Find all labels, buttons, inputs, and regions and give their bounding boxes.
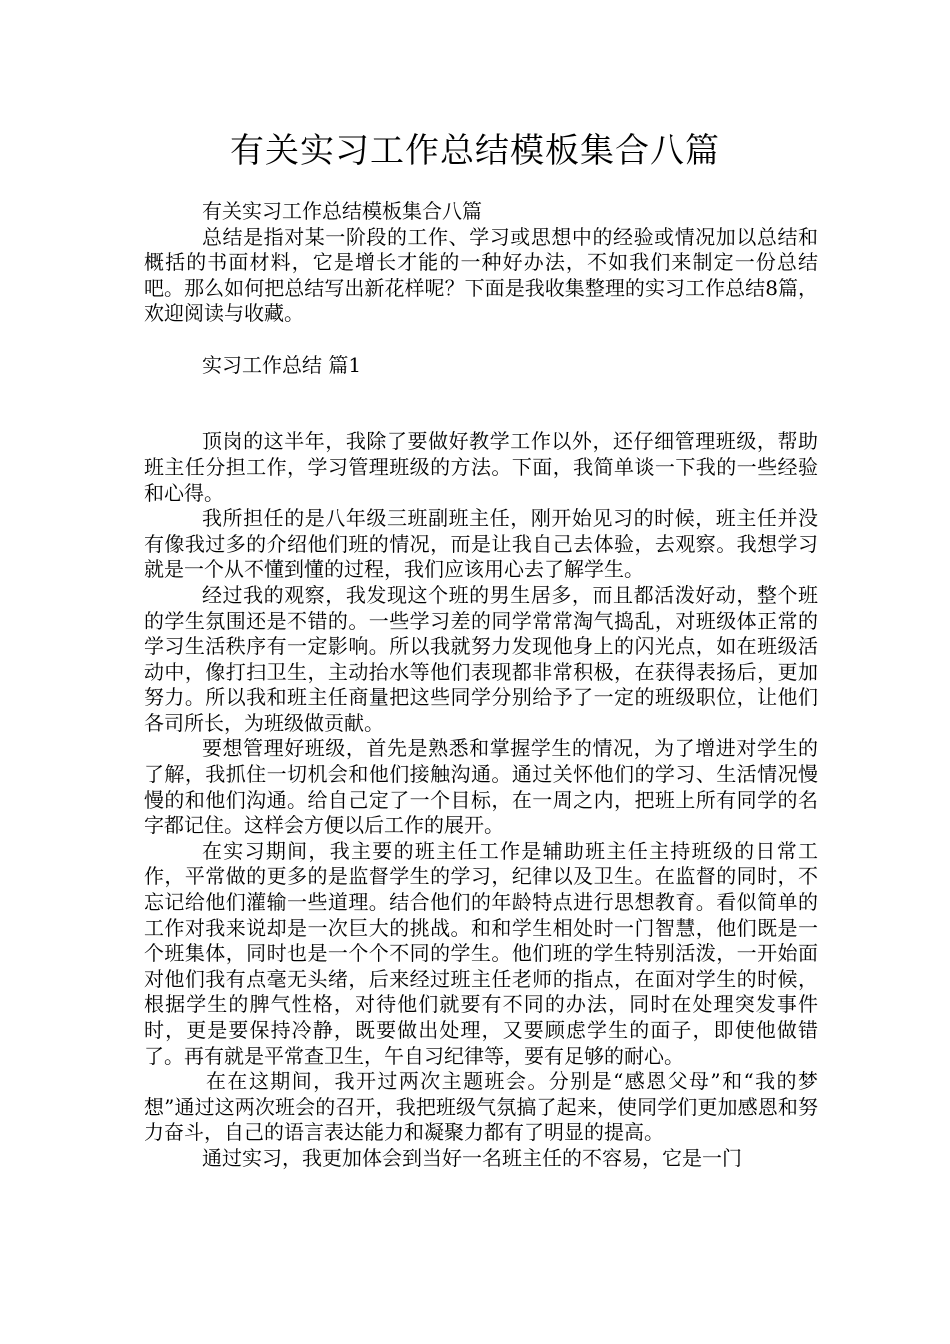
- body-paragraph: 要想管理好班级，首先是熟悉和掌握学生的情况，为了增进对学生的了解，我抓住一切机会和他们接触沟通。通过关怀他们的学习、生活情况慢慢的和他们沟通。给自己定了一个目标，在一周之内，把班上所有同学的名字都记住。这样会方便以后工作的展开。: [144, 736, 818, 838]
- document-body: [144, 199, 818, 1172]
- body-paragraph: 通过实习，我更加体会到当好一名班主任的不容易，它是一门: [202, 1145, 742, 1170]
- intro-paragraph: 总结是指对某一阶段的工作、学习或思想中的经验或情况加以总结和概括的书面材料，它是增长才能的一种好办法，不如我们来制定一份总结吧。那么如何把总结写出新花样呢？下面是我收集整理的实习工作总结8篇，欢迎阅读与收藏。: [144, 224, 818, 326]
- body-paragraph: 在实习期间，我主要的班主任工作是辅助班主任主持班级的日常工作，平常做的更多的是监督学生的学习，纪律以及卫生。在监督的同时，不忘记给他们灌输一些道理。结合他们的年龄特点进行思想教育。看似简单的工作对我来说却是一次巨大的挑战。和和学生相处时一门智慧，他们既是一个班集体，同时也是一个个不同的学生。他们班的学生特别活泼，一开始面对他们我有点毫无头绪，后来经过班主任老师的指点，在面对学生的时候，根据学生的脾气性格，对待他们就要有不同的办法，同时在处理突发事件时，更是要保持冷静，既要做出处理，又要顾虑学生的面子，即使他做错了。再有就是平常查卫生，午自习纪律等，要有足够的耐心。: [144, 838, 818, 1068]
- spacer: [144, 378, 818, 429]
- body-paragraph: 在在这期间，我开过两次主题班会。分别是“感恩父母”和“我的梦想”通过这两次班会的召开，我把班级气氛搞了起来，使同学们更加感恩和努力奋斗，自己的语言表达能力和凝聚力都有了明显的提高。: [144, 1069, 818, 1145]
- body-paragraph: 我所担任的是八年级三班副班主任，刚开始见习的时候，班主任并没有像我过多的介绍他们班的情况，而是让我自己去体验，去观察。我想学习就是一个从不懂到懂的过程，我们应该用心去了解学生。: [144, 506, 818, 582]
- subtitle-paragraph: 有关实习工作总结模板集合八篇: [202, 199, 482, 223]
- document-title: 有关实习工作总结模板集合八篇: [230, 131, 720, 171]
- section-heading: 实习工作总结 篇1: [202, 352, 362, 377]
- body-paragraph: 顶岗的这半年，我除了要做好教学工作以外，还仔细管理班级，帮助班主任分担工作，学习管理班级的方法。下面，我简单谈一下我的一些经验和心得。: [144, 429, 818, 505]
- spacer: [144, 327, 818, 353]
- body-paragraph: 经过我的观察，我发现这个班的男生居多，而且都活泼好动，整个班的学生氛围还是不错的。一些学习差的同学常常淘气捣乱，对班级体正常的学习生活秩序有一定影响。所以我就努力发现他身上的闪光点，如在班级活动中，像打扫卫生，主动抬水等他们表现都非常积极，在获得表扬后，更加努力。所以我和班主任商量把这些同学分别给予了一定的班级职位，让他们各司所长，为班级做贡献。: [144, 582, 818, 735]
